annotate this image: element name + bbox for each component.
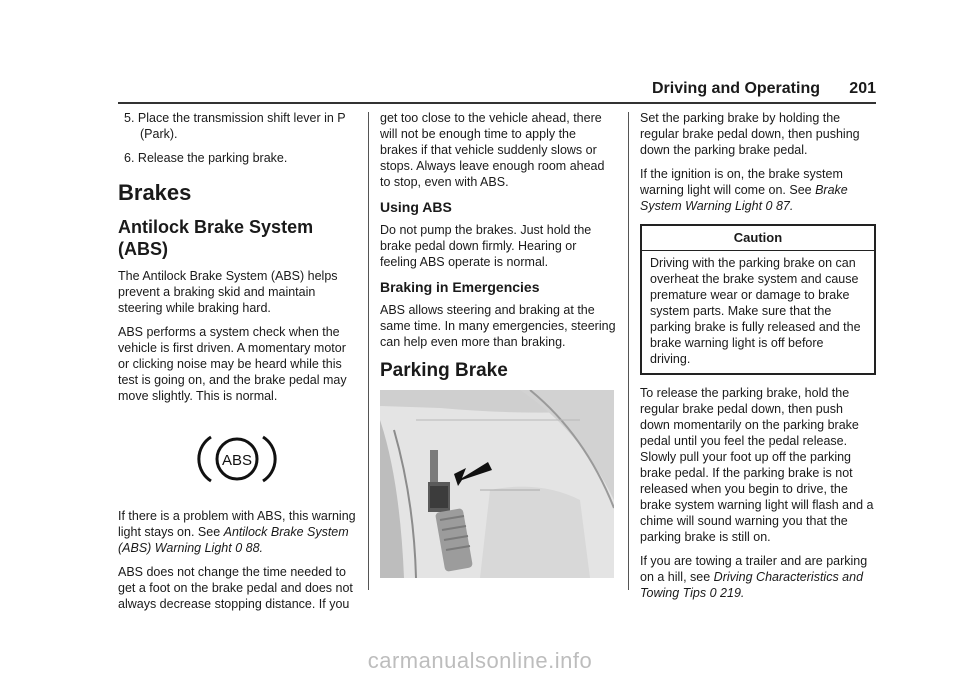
header-rule [118,102,876,104]
caution-title: Caution [642,226,874,251]
step-5: 5. Place the transmission shift lever in P (Park). [124,111,346,141]
abs-warning-light-link[interactable]: Antilock Brake System (ABS) Warning Light [118,525,349,555]
using-abs-heading: Using ABS [380,199,452,215]
column-divider-2 [628,112,629,590]
caution-text: Driving with the parking brake on can overheat the brake system and cause premature wear or damage to brake system parts. Make sure that the parking brake is fully released and the brake warning light is off before driving. [650,256,861,366]
column-3 [640,110,876,609]
section-title: Driving and Operating [651,80,820,97]
release-parking-brake-paragraph: To release the parking brake, hold the regular brake pedal down, then push down momentarily on the parking brake pedal until you feel the pedal release. Slowly pull your foot up off the parking brake pedal. If the parking brake is not released when you begin to drive, the brake system warning light will flash and a chime will sound warning you that the parking brake is still on. [640,386,874,544]
emergencies-paragraph: ABS allows steering and braking at the same time. In many emergencies, steering can help even more than braking. [380,303,616,349]
abs-paragraph-2: ABS performs a system check when the vehicle is first driven. A momentary motor or clicking noise may be heard while this test is going on, and the brake pedal may move slightly. This is normal. [118,325,347,403]
page-number: 201 [849,80,876,97]
abs-symbol-text: ABS [221,452,253,469]
step-6: 6. Release the parking brake. [124,151,288,165]
abs-heading: Antilock Brake System (ABS) [118,217,314,259]
running-header [600,80,876,104]
emergencies-heading: Braking in Emergencies [380,279,540,295]
parking-brake-heading: Parking Brake [380,360,508,381]
parking-brake-pedal-illustration [380,390,614,578]
using-abs-paragraph: Do not pump the brakes. Just hold the brake pedal down firmly. Hearing or feeling ABS operate is normal. [380,223,592,269]
abs-symbol-icon [197,429,277,489]
abs-paragraph-3: If there is a problem with ABS, this warning light stays on. See Antilock Brake System (ABS) Warning Light 0 88. [118,509,356,555]
caution-box [640,224,876,375]
column-divider-1 [368,112,369,590]
watermark: carmanualsonline.info [367,648,593,673]
column-2 [380,110,616,578]
brake-warning-light-link[interactable]: Brake System Warning Light [640,183,848,213]
abs-paragraph-1: The Antilock Brake System (ABS) helps prevent a braking skid and maintain steering while braking hard. [118,269,338,315]
ignition-paragraph: If the ignition is on, the brake system warning light will come on. See Brake System Warning Light 0 87. [640,167,848,213]
towing-tips-link[interactable]: Driving Characteristics and Towing Tips [640,570,864,600]
set-parking-brake-paragraph: Set the parking brake by holding the regular brake pedal down, then pushing down the parking brake pedal. [640,111,860,157]
towing-paragraph: If you are towing a trailer and are parking on a hill, see Driving Characteristics and Towing Tips 0 219. [640,554,868,600]
abs-paragraph-4: ABS does not change the time needed to get a foot on the brake pedal and does not always decrease stopping distance. If you [118,565,353,611]
brakes-heading: Brakes [118,180,192,205]
column-1 [118,110,356,620]
abs-warning-symbol [118,414,356,504]
abs-continued-paragraph: get too close to the vehicle ahead, there will not be enough time to apply the brakes if that vehicle suddenly slows or stops. Always leave enough room ahead to stop, even with ABS. [380,111,605,189]
